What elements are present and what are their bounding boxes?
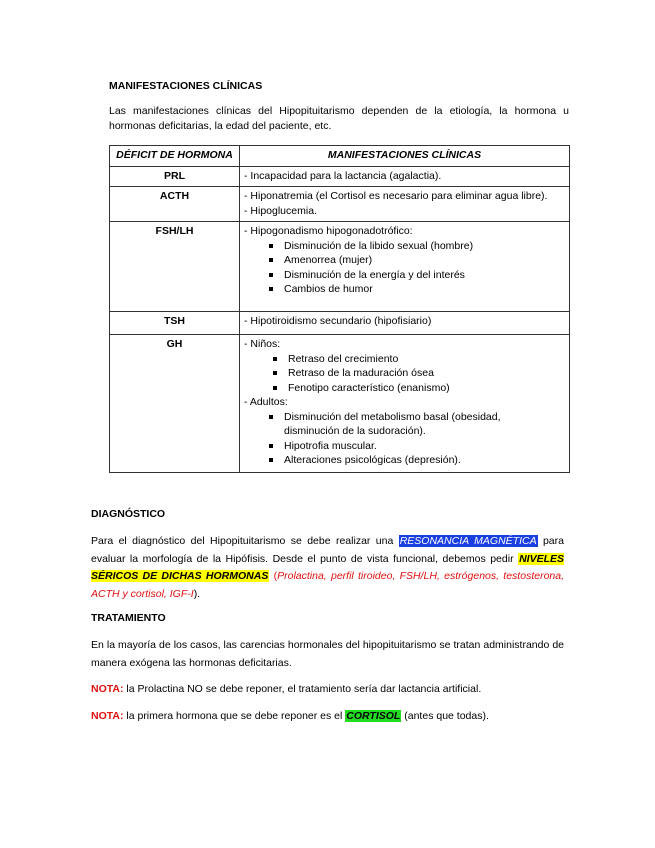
list-item: Retraso del crecimiento (288, 352, 565, 367)
manifestation-line: - Hipoglucemia. (244, 204, 317, 217)
section-heading-manifestaciones: MANIFESTACIONES CLÍNICAS (109, 80, 263, 92)
diagnostico-text-1: Para el diagnóstico del Hipopituitarismo se debe realizar una (91, 535, 399, 547)
section-heading-tratamiento: TRATAMIENTO (91, 612, 166, 624)
list-item: Amenorrea (mujer) (284, 253, 565, 268)
table-row (110, 222, 570, 312)
bullet-list (244, 352, 565, 396)
list-item: Alteraciones psicológicas (depresión). (284, 453, 565, 468)
table-header-manifestaciones: MANIFESTACIONES CLÍNICAS (240, 146, 570, 167)
manifestation-cell (240, 166, 570, 187)
list-item: Cambios de humor (284, 282, 565, 297)
table-row (110, 311, 570, 335)
list-item: Fenotipo característico (enanismo) (288, 381, 565, 396)
hormone-cell: ACTH (110, 187, 240, 222)
hormone-cell: PRL (110, 166, 240, 187)
manifestation-line: - Niños: (244, 338, 281, 350)
table-header-row (110, 146, 570, 167)
diagnostico-text-2: para evaluar la morfología de la Hipófisis. Desde el punto de vista funcional, debemos pedir (91, 535, 564, 565)
highlight-niveles: NIVELES SÉRICOS DE DICHAS HORMONAS (91, 552, 564, 582)
list-item: Disminución de la libido sexual (hombre) (284, 239, 565, 254)
nota-cortisol (91, 709, 489, 724)
bullet-list (244, 239, 565, 297)
list-item: Hipotrofia muscular. (284, 439, 565, 454)
manifestation-cell (240, 222, 570, 312)
list-item: Disminución del metabolismo basal (obesidad, disminución de la sudoración). (284, 410, 565, 439)
nota-text: la primera hormona que se debe reponer es el (123, 710, 346, 722)
manifestation-cell (240, 311, 570, 335)
manifestaciones-intro: Las manifestaciones clínicas del Hipopituitarismo dependen de la etiología, la hormona u hormonas deficitarias, la edad del paciente, etc. (109, 105, 569, 132)
manifestation-line: - Hipotiroidismo secundario (hipofisiario) (244, 314, 432, 327)
nota-label: NOTA: (91, 710, 124, 722)
manifestation-cell (240, 335, 570, 473)
diagnostico-text-4: ). (193, 587, 201, 600)
hormone-cell: GH (110, 335, 240, 473)
bullet-list (244, 410, 565, 468)
highlight-cortisol: CORTISOL (346, 710, 401, 722)
nota-text: la Prolactina NO se debe reponer, el tratamiento sería dar lactancia artificial. (123, 683, 482, 695)
manifestation-line: - Incapacidad para la lactancia (agalactia). (244, 169, 442, 182)
manifestation-line: - Hipogonadismo hipogonadotrófico: (244, 225, 413, 237)
list-item: Disminución de la energía y del interés (284, 268, 565, 283)
diagnostico-text-3: ( (269, 570, 278, 582)
tratamiento-paragraph: En la mayoría de los casos, las carencias hormonales del hipopituitarismo se tratan administrando de manera exógena las hormonas deficitarias. (91, 639, 564, 669)
manifestation-cell (240, 187, 570, 222)
diagnostico-hormonas-list: Prolactina, perfil tiroideo, FSH/LH, estrógenos, testosterona, ACTH y cortisol, IGF-I (91, 570, 565, 600)
table-header-deficit: DÉFICIT DE HORMONA (110, 146, 240, 167)
manifestaciones-table (109, 145, 570, 473)
hormone-cell: FSH/LH (110, 222, 240, 312)
nota-label: NOTA: (91, 683, 124, 695)
table-row (110, 335, 570, 473)
table-row (110, 166, 570, 187)
table-row (110, 187, 570, 222)
manifestation-line: - Hiponatremia (el Cortisol es necesario para eliminar agua libre). (244, 190, 548, 202)
diagnostico-paragraph (91, 533, 564, 603)
manifestation-line: - Adultos: (244, 396, 288, 408)
hormone-cell: TSH (110, 311, 240, 335)
section-heading-diagnostico: DIAGNÓSTICO (91, 508, 166, 520)
nota-text: (antes que todas). (401, 710, 489, 722)
list-item: Retraso de la maduración ósea (288, 366, 565, 381)
highlight-resonancia: RESONANCIA MAGNÉTICA (399, 535, 537, 547)
nota-prolactina (91, 682, 481, 697)
